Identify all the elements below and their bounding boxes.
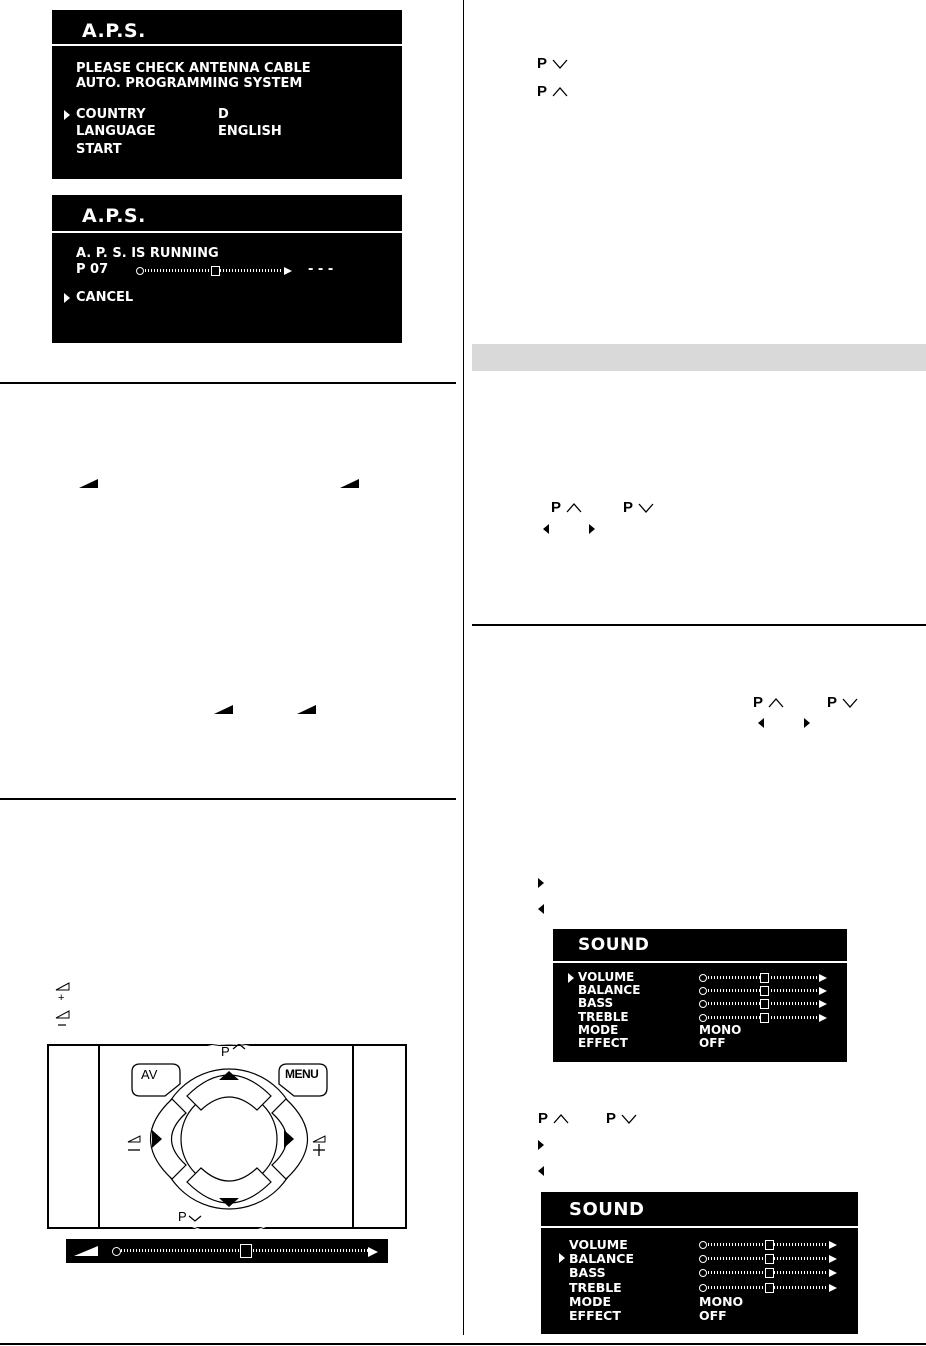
chevron-up-icon [552,1113,570,1125]
p-letter: P [623,499,633,516]
sound-item-bass[interactable]: BASS [578,996,614,1011]
sound-item-balance[interactable]: BALANCE [569,1251,635,1267]
p-up-symbol [551,499,583,516]
sound-item-effect[interactable]: EFFECT [578,1036,628,1050]
sound-level-bar[interactable] [699,1000,827,1007]
p-letter: P [753,694,763,711]
section-rule [472,624,926,626]
sound-title: SOUND [578,935,650,955]
sound-item-bass[interactable]: BASS [569,1265,606,1281]
section-rule [0,382,456,384]
sound-menu-screen [553,929,847,1062]
aps-progress-bar [136,267,292,274]
sound-title: SOUND [569,1199,645,1220]
column-divider [463,0,464,1335]
p-letter: P [551,499,561,516]
right-arrow-icon [804,718,810,728]
cancel-item[interactable]: CANCEL [76,290,134,305]
aps-running-screen [52,195,402,343]
volume-icon [297,705,316,714]
aps-program: P 07 [76,262,109,277]
tv-control-panel [47,1044,407,1230]
aps-line1: PLEASE CHECK ANTENNA CABLE [76,61,311,76]
right-arrow-icon [538,878,544,888]
section-rule [0,798,456,800]
aps-dashes: - - - [308,262,334,277]
chevron-down-icon [841,697,859,709]
chevron-up-icon [565,502,583,514]
aps-menu-screen [52,10,402,179]
p-letter: P [606,1110,616,1127]
footer-rule [0,1343,926,1345]
sound-level-bar[interactable] [699,1241,837,1248]
av-button[interactable]: AV [141,1067,158,1082]
p-up-symbol [538,1110,570,1127]
sound-item-effect[interactable]: EFFECT [569,1308,621,1323]
menu-item-start[interactable]: START [76,142,122,157]
p-letter: P [537,55,547,72]
menu-pointer-icon [64,293,70,303]
menu-value-country: D [218,107,229,122]
p-up-symbol [537,83,569,100]
sound-value-effect: OFF [699,1308,727,1323]
volume-down-icon [55,1010,71,1030]
aps-line2: AUTO. PROGRAMMING SYSTEM [76,76,303,91]
volume-up-icon [55,982,71,1002]
sound-item-treble[interactable]: TREBLE [578,1009,629,1024]
right-arrow-icon [589,524,595,534]
volume-osd-bar [66,1239,388,1263]
menu-pointer-icon [64,110,70,120]
left-arrow-icon [758,718,764,728]
p-down-symbol [537,55,569,72]
section-header-bar [472,344,926,371]
sound-item-mode[interactable]: MODE [569,1293,611,1309]
sound-value-mode: MONO [699,1293,744,1309]
chevron-down-icon [551,58,569,70]
sound-item-balance[interactable]: BALANCE [578,983,641,998]
left-arrow-icon [538,1166,544,1176]
left-arrow-icon [538,904,544,914]
chevron-up-icon [551,86,569,98]
p-down-symbol [827,694,859,711]
volume-slider[interactable] [112,1247,378,1256]
p-down-symbol [623,499,655,516]
chevron-down-icon [620,1113,638,1125]
sound-item-volume[interactable]: VOLUME [578,970,635,984]
sound-level-bar[interactable] [699,1284,837,1291]
volume-icon [79,479,98,488]
menu-value-language: ENGLISH [218,124,282,139]
sound-level-bar[interactable] [699,1255,837,1262]
sound-level-bar[interactable] [699,974,827,981]
p-letter: P [538,1110,548,1127]
chevron-up-icon [767,697,785,709]
right-arrow-icon [538,1140,544,1150]
volume-icon [214,705,233,714]
menu-item-language[interactable]: LANGUAGE [76,124,156,139]
plus-sign: + [58,992,65,1002]
p-down-label: P [178,1209,187,1224]
p-letter: P [827,694,837,711]
menu-pointer-icon [559,1253,565,1263]
left-arrow-icon [543,524,549,534]
p-up-label: P [221,1044,230,1059]
sound-level-bar[interactable] [699,987,827,994]
menu-pointer-icon [568,973,574,983]
volume-icon [340,479,359,488]
aps-title: A.P.S. [82,205,146,227]
menu-button[interactable]: MENU [285,1067,319,1081]
sound-level-bar[interactable] [699,1269,837,1276]
p-letter: P [537,83,547,100]
sound-value-effect: OFF [699,1036,726,1050]
p-up-symbol [753,694,785,711]
aps-title: A.P.S. [82,20,146,42]
sound-item-mode[interactable]: MODE [578,1022,619,1037]
chevron-down-icon [637,502,655,514]
sound-item-volume[interactable]: VOLUME [569,1237,628,1252]
menu-item-country[interactable]: COUNTRY [76,107,146,122]
sound-item-treble[interactable]: TREBLE [569,1279,622,1295]
p-down-symbol [606,1110,638,1127]
sound-menu-screen [541,1192,858,1334]
aps-status: A. P. S. IS RUNNING [76,246,219,261]
sound-level-bar[interactable] [699,1014,827,1021]
sound-value-mode: MONO [699,1022,742,1037]
